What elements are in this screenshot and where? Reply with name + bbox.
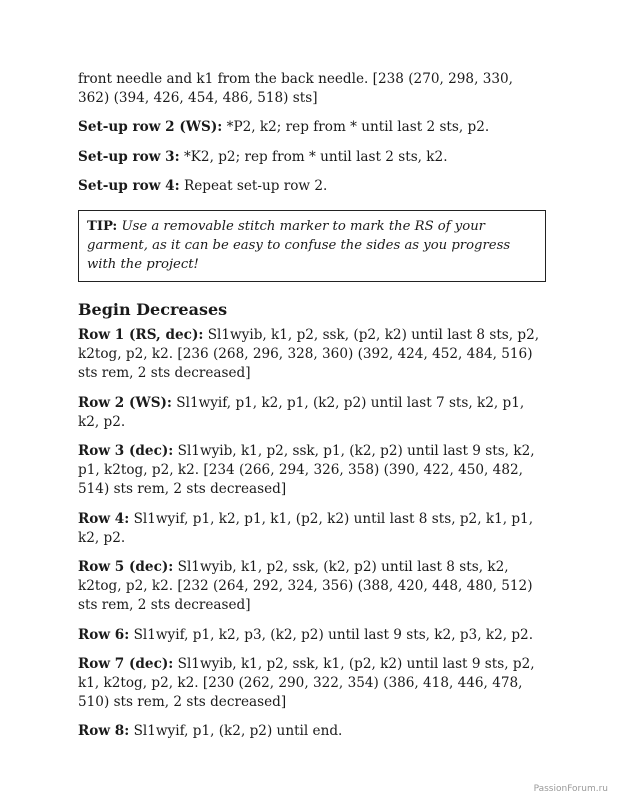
row-label: Row 6: <box>78 626 130 643</box>
tip-label: TIP: <box>87 219 118 235</box>
setup-row-3 <box>78 148 546 167</box>
row-label: Row 7 (dec): <box>78 655 174 672</box>
row-text: Sl1wyif, p1, k2, p3, (k2, p2) until last 9 sts, k2, p3, k2, p2. <box>129 626 534 643</box>
tip-text: Use a removable stitch marker to mark the RS of your garment, as it can be easy to confuse the sides as you progress with the project! <box>87 219 511 273</box>
setup-row-label: Set-up row 3: <box>78 148 180 165</box>
row-label: Row 2 (WS): <box>78 394 172 411</box>
setup-row-label: Set-up row 2 (WS): <box>78 119 223 136</box>
row-2 <box>78 394 546 432</box>
tip-box <box>78 210 546 282</box>
row-text: Sl1wyib, k1, p2, ssk, (k2, p2) until last 8 sts, k2, k2tog, p2, k2. [232 (264, 292, 324, 356) (388, 420, 448, 480, 512) sts rem, 2 sts decreased] <box>78 559 533 614</box>
row-1 <box>78 326 546 384</box>
row-text: Sl1wyib, k1, p2, ssk, p1, (k2, p2) until last 9 sts, k2, p1, k2tog, p2, k2. [234 (266, 294, 326, 358) (390, 422, 450, 482, 514) sts rem, 2 sts decreased] <box>78 443 535 498</box>
row-text: Sl1wyib, k1, p2, ssk, (p2, k2) until last 8 sts, p2, k2tog, p2, k2. [236 (268, 296, 328, 360) (392, 424, 452, 484, 516) sts rem, 2 sts decreased] <box>78 327 540 382</box>
setup-row-text: *P2, k2; rep from * until last 2 sts, p2. <box>222 119 490 136</box>
row-text: Sl1wyif, p1, (k2, p2) until end. <box>129 723 343 740</box>
setup-row-text: Repeat set-up row 2. <box>179 177 328 194</box>
watermark: PassionForum.ru <box>533 784 608 794</box>
setup-row-text: *K2, p2; rep from * until last 2 sts, k2. <box>179 148 448 165</box>
setup-row-2 <box>78 118 546 137</box>
row-label: Row 4: <box>78 510 130 527</box>
row-text: Sl1wyif, p1, k2, p1, k1, (p2, k2) until last 8 sts, p2, k1, p1, k2, p2. <box>78 510 534 546</box>
row-5 <box>78 558 546 616</box>
row-4 <box>78 510 546 548</box>
row-label: Row 8: <box>78 723 130 740</box>
row-label: Row 5 (dec): <box>78 559 174 576</box>
section-title: Begin Decreases <box>78 300 228 320</box>
row-6 <box>78 626 546 645</box>
row-label: Row 1 (RS, dec): <box>78 327 204 344</box>
row-7 <box>78 655 546 713</box>
pattern-page <box>78 70 546 752</box>
row-3 <box>78 442 546 500</box>
intro-paragraph: front needle and k1 from the back needle. [238 (270, 298, 330, 362) (394, 426, 454, 486, 518) sts] <box>78 71 513 107</box>
row-8 <box>78 722 546 741</box>
row-text: Sl1wyib, k1, p2, ssk, k1, (p2, k2) until last 9 sts, p2, k1, k2tog, p2, k2. [230 (262, 290, 322, 354) (386, 418, 446, 478, 510) sts rem, 2 sts decreased] <box>78 655 535 711</box>
row-text: Sl1wyif, p1, k2, p1, (k2, p2) until last 7 sts, k2, p1, k2, p2. <box>78 394 525 430</box>
row-label: Row 3 (dec): <box>78 443 174 460</box>
setup-row-4 <box>78 177 546 196</box>
setup-row-label: Set-up row 4: <box>78 177 180 194</box>
